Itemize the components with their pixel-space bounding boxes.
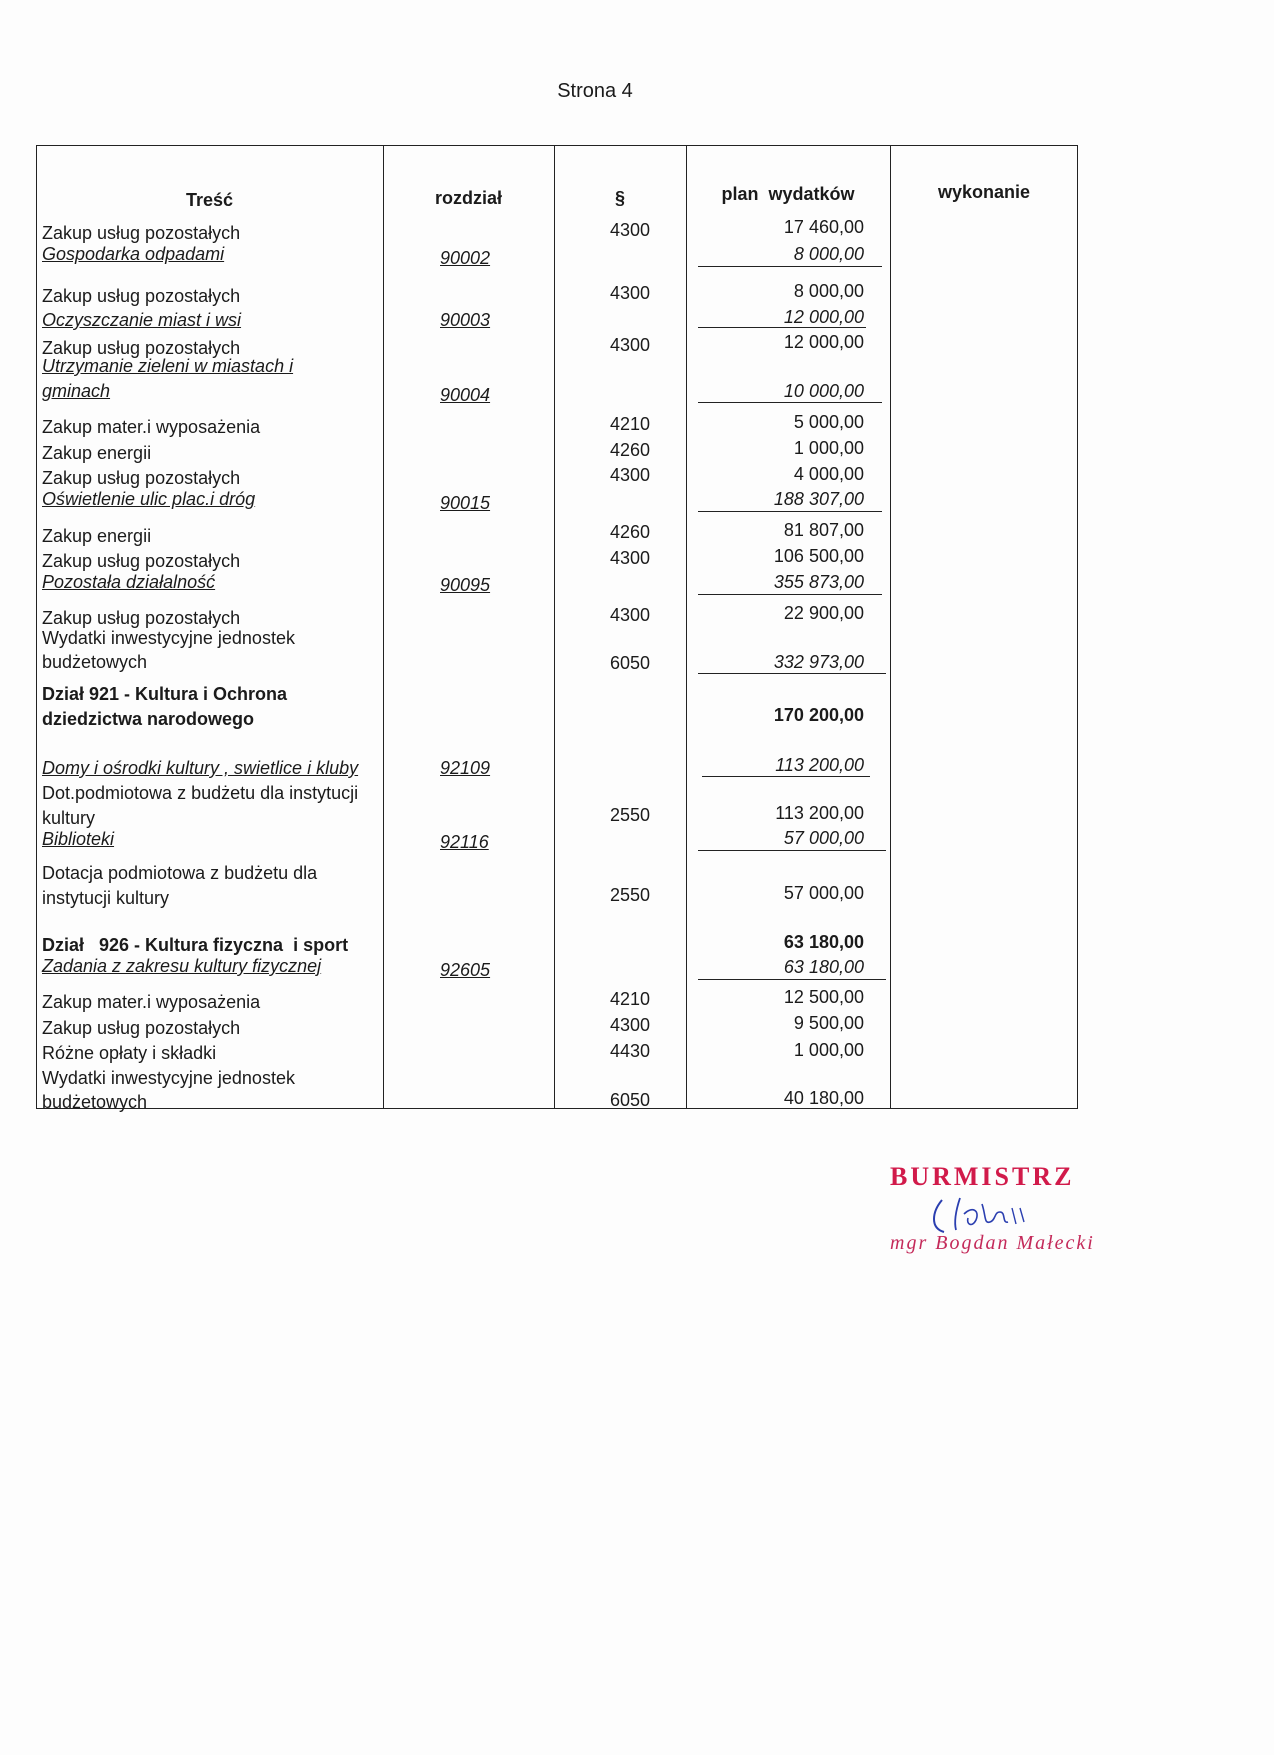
row-label: Zakup usług pozostałych xyxy=(42,286,241,306)
row-label: Zakup usług pozostałych xyxy=(42,1018,241,1038)
row-plan: 22 900,00 xyxy=(783,603,864,623)
row-label: Zakup usług pozostałych xyxy=(42,608,241,628)
row-label-continued: kultury xyxy=(42,808,96,828)
row-label: Wydatki inwestycyjne jednostek xyxy=(42,1068,295,1088)
row-label: Zakup energii xyxy=(42,526,152,546)
row-paragraf: 4210 xyxy=(609,989,651,1009)
header-rozdzial: rozdział xyxy=(434,188,502,208)
header-wykonanie: wykonanie xyxy=(937,182,1031,202)
row-plan: 8 000,00 xyxy=(793,281,864,301)
row-rozdzial: 90015 xyxy=(440,493,491,513)
row-label: Wydatki inwestycyjne jednostek xyxy=(42,628,295,648)
header-plan: plan wydatków xyxy=(721,184,855,204)
sum-rule xyxy=(698,266,882,267)
row-paragraf: 6050 xyxy=(609,653,651,673)
row-label: Zakup energii xyxy=(42,443,152,463)
sum-rule xyxy=(702,776,870,777)
row-rozdzial: 90004 xyxy=(440,385,491,405)
section-heading-continued: dziedzictwa narodowego xyxy=(42,709,255,729)
row-label: Oświetlenie ulic plac.i dróg xyxy=(42,489,256,509)
sum-rule xyxy=(698,327,866,328)
row-label: Dotacja podmiotowa z budżetu dla xyxy=(42,863,318,883)
row-plan: 10 000,00 xyxy=(783,381,864,401)
section-total: 63 180,00 xyxy=(783,932,864,952)
row-plan: 9 500,00 xyxy=(793,1013,864,1033)
row-plan: 332 973,00 xyxy=(773,652,864,672)
row-plan: 106 500,00 xyxy=(773,546,864,566)
row-paragraf: 6050 xyxy=(609,1090,651,1110)
row-label-continued: instytucji kultury xyxy=(42,888,170,908)
sum-rule xyxy=(698,979,886,980)
row-paragraf: 4260 xyxy=(609,522,651,542)
row-paragraf: 4300 xyxy=(609,220,651,240)
row-plan: 1 000,00 xyxy=(793,438,864,458)
mayor-stamp xyxy=(880,1162,1120,1262)
row-plan: 188 307,00 xyxy=(773,489,864,509)
row-label: Biblioteki xyxy=(42,829,115,849)
row-paragraf: 4300 xyxy=(609,605,651,625)
row-label: Dot.podmiotowa z budżetu dla instytucji xyxy=(42,783,359,803)
row-plan: 17 460,00 xyxy=(783,217,864,237)
row-paragraf: 4430 xyxy=(609,1041,651,1061)
row-paragraf: 2550 xyxy=(609,805,651,825)
row-plan: 57 000,00 xyxy=(783,883,864,903)
column-divider xyxy=(890,145,891,1109)
section-heading: Dział 926 - Kultura fizyczna i sport xyxy=(42,935,349,955)
section-total: 170 200,00 xyxy=(773,705,864,725)
section-heading: Dział 921 - Kultura i Ochrona xyxy=(42,684,288,704)
row-label: Różne opłaty i składki xyxy=(42,1043,217,1063)
row-plan: 4 000,00 xyxy=(793,464,864,484)
row-label: Oczyszczanie miast i wsi xyxy=(42,310,242,330)
row-label: Zakup usług pozostałych xyxy=(42,338,241,358)
header-tresc: Treść xyxy=(185,190,234,210)
row-rozdzial: 90002 xyxy=(440,248,491,268)
column-divider xyxy=(686,145,687,1109)
sum-rule xyxy=(698,850,886,851)
row-plan: 57 000,00 xyxy=(783,828,864,848)
row-rozdzial: 92116 xyxy=(440,832,489,852)
row-paragraf: 4300 xyxy=(609,283,651,303)
row-plan: 81 807,00 xyxy=(783,520,864,540)
column-divider xyxy=(383,145,384,1109)
sum-rule xyxy=(698,402,882,403)
row-label: Zakup usług pozostałych xyxy=(42,223,241,243)
row-plan: 113 200,00 xyxy=(775,803,864,823)
row-label-continued: gminach xyxy=(42,381,111,401)
sum-rule xyxy=(698,594,882,595)
row-plan: 63 180,00 xyxy=(783,957,864,977)
row-label: Gospodarka odpadami xyxy=(42,244,225,264)
row-paragraf: 4300 xyxy=(609,548,651,568)
row-plan: 1 000,00 xyxy=(793,1040,864,1060)
row-paragraf: 2550 xyxy=(609,885,651,905)
row-label: Zakup usług pozostałych xyxy=(42,468,241,488)
row-label: Domy i ośrodki kultury , swietlice i kluby xyxy=(42,758,359,778)
row-label-continued: budżetowych xyxy=(42,652,148,672)
row-plan: 8 000,00 xyxy=(793,244,864,264)
row-paragraf: 4300 xyxy=(609,1015,651,1035)
row-paragraf: 4210 xyxy=(609,414,651,434)
row-label-continued: budżetowych xyxy=(42,1092,148,1112)
row-label: Pozostała działalność xyxy=(42,572,216,592)
row-paragraf: 4300 xyxy=(609,465,651,485)
stamp-name: mgr Bogdan Małecki xyxy=(890,1232,1095,1254)
row-label: Zakup mater.i wyposażenia xyxy=(42,992,261,1012)
row-plan: 113 200,00 xyxy=(775,755,864,775)
header-paragraf: § xyxy=(614,188,625,208)
row-plan: 40 180,00 xyxy=(783,1088,864,1108)
stamp-title: BURMISTRZ xyxy=(890,1162,1075,1191)
row-label: Zakup mater.i wyposażenia xyxy=(42,417,261,437)
page-number: Strona 4 xyxy=(557,80,633,102)
row-label: Zakup usług pozostałych xyxy=(42,551,241,571)
column-divider xyxy=(554,145,555,1109)
row-paragraf: 4260 xyxy=(609,440,651,460)
row-rozdzial: 90095 xyxy=(440,575,491,595)
row-paragraf: 4300 xyxy=(609,335,651,355)
row-plan: 12 000,00 xyxy=(783,332,864,352)
row-plan: 12 000,00 xyxy=(783,307,864,327)
row-plan: 5 000,00 xyxy=(793,412,864,432)
row-plan: 355 873,00 xyxy=(773,572,864,592)
row-rozdzial: 90003 xyxy=(440,310,491,330)
row-plan: 12 500,00 xyxy=(783,987,864,1007)
row-rozdzial: 92605 xyxy=(440,960,491,980)
row-label: Zadania z zakresu kultury fizycznej xyxy=(42,956,322,976)
row-label: Utrzymanie zieleni w miastach i xyxy=(42,356,294,376)
row-rozdzial: 92109 xyxy=(440,758,491,778)
sum-rule xyxy=(698,673,886,674)
sum-rule xyxy=(698,511,882,512)
